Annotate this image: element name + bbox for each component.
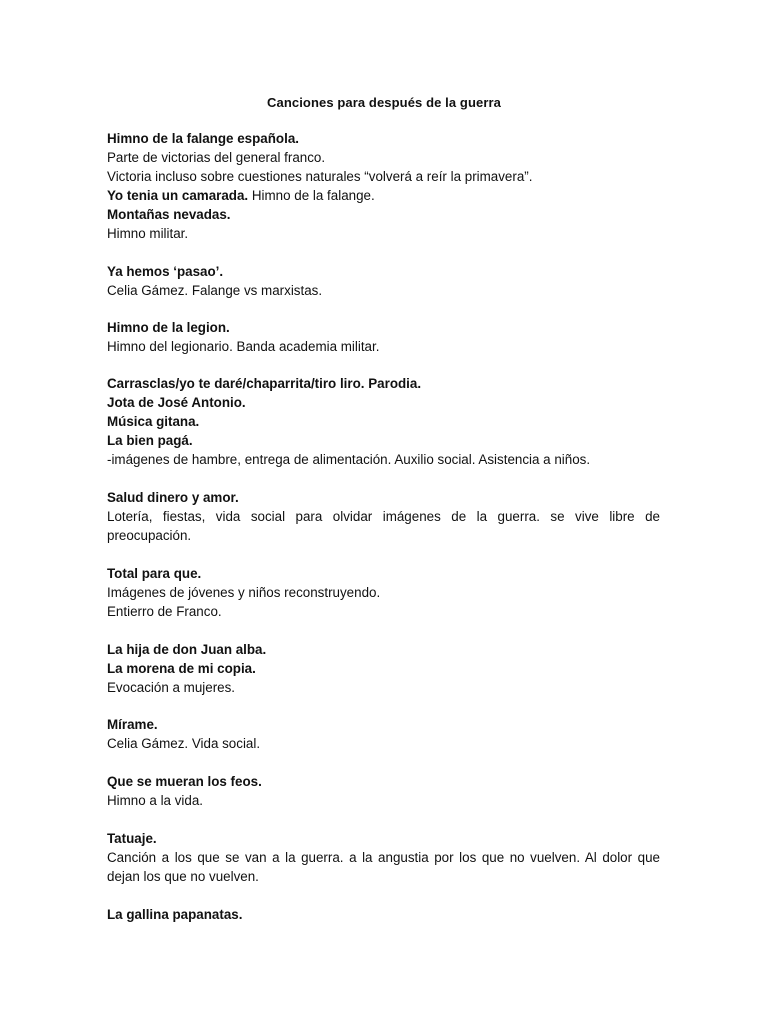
- song-title: Himno de la legion.: [107, 320, 230, 335]
- song-note: Himno del legionario. Banda academia militar.: [107, 338, 380, 354]
- song-note: Evocación a mujeres.: [107, 679, 236, 695]
- song-note: Parte de victorias del general franco.: [107, 149, 326, 165]
- song-note: Himno militar.: [107, 225, 189, 241]
- song-block: [107, 489, 660, 546]
- song-title: Montañas nevadas.: [107, 206, 231, 222]
- song-title: Total para que.: [107, 566, 202, 581]
- song-block: [107, 263, 660, 301]
- song-title: La gallina papanatas.: [107, 907, 243, 922]
- song-title: Yo tenia un camarada.: [107, 187, 249, 203]
- song-title: Mírame.: [107, 717, 158, 732]
- song-title: La morena de mi copia.: [107, 660, 256, 676]
- song-title: Tatuaje.: [107, 831, 157, 846]
- song-block: [107, 375, 660, 470]
- song-paragraph: Lotería, fiestas, vida social para olvidar imágenes de la guerra. se vive libre de preocupación.: [107, 508, 660, 543]
- song-note: Celia Gámez. Falange vs marxistas.: [107, 282, 323, 298]
- song-note: Celia Gámez. Vida social.: [107, 735, 261, 751]
- page-title: Canciones para después de la guerra: [267, 95, 501, 110]
- song-title: Que se mueran los feos.: [107, 774, 262, 789]
- song-line: [107, 187, 660, 206]
- song-note: -imágenes de hambre, entrega de alimentación. Auxilio social. Asistencia a niños.: [107, 451, 591, 467]
- song-note: Himno a la vida.: [107, 792, 204, 808]
- song-title: Salud dinero y amor.: [107, 490, 239, 505]
- song-block: [107, 319, 660, 357]
- song-note: Himno de la falange.: [248, 187, 375, 203]
- song-note: Victoria incluso sobre cuestiones naturales “volverá a reír la primavera”.: [107, 168, 533, 184]
- song-block: [107, 130, 660, 243]
- song-block: [107, 565, 660, 622]
- song-block: [107, 716, 660, 754]
- song-block: [107, 906, 660, 925]
- song-title: Jota de José Antonio.: [107, 394, 246, 410]
- song-title: Carrasclas/yo te daré/chaparrita/tiro liro. Parodia.: [107, 376, 422, 391]
- song-note: Entierro de Franco.: [107, 603, 222, 619]
- song-paragraph: Canción a los que se van a la guerra. a la angustia por los que no vuelven. Al dolor que dejan los que no vuelven.: [107, 849, 660, 884]
- song-title: La bien pagá.: [107, 432, 193, 448]
- song-title: Música gitana.: [107, 413, 200, 429]
- song-title: Himno de la falange española.: [107, 131, 299, 146]
- song-block: [107, 830, 660, 887]
- song-title: La hija de don Juan alba.: [107, 642, 267, 657]
- song-note: Imágenes de jóvenes y niños reconstruyendo.: [107, 584, 381, 600]
- song-block: [107, 641, 660, 698]
- song-block: [107, 773, 660, 811]
- song-title: Ya hemos ‘pasao’.: [107, 264, 224, 279]
